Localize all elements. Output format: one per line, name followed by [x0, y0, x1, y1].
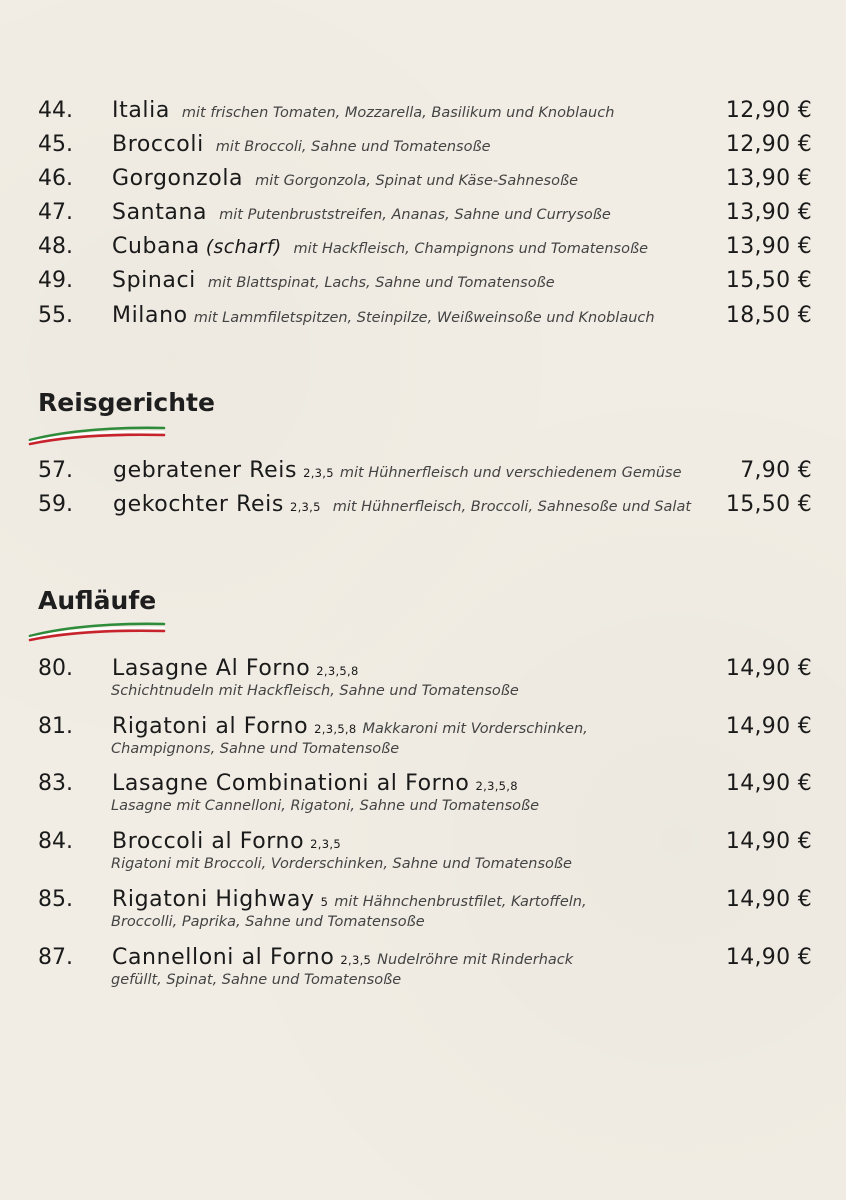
menu-item-85	[38, 887, 812, 930]
section-heading-bakes: Aufläufe	[38, 586, 157, 615]
spicy-note: (scharf)	[205, 236, 282, 258]
item-name: Lasagne Combinationi al Forno	[112, 771, 470, 796]
item-description: mit Gorgonzola, Spinat und Käse-Sahnesoße	[255, 173, 578, 189]
item-price: 14,90 €	[725, 829, 812, 854]
item-price: 14,90 €	[725, 656, 812, 681]
item-number: 48.	[38, 234, 73, 259]
item-description: mit Hühnerfleisch, Broccoli, Sahnesoße und Salat	[332, 499, 692, 515]
item-price: 18,50 €	[725, 303, 812, 328]
menu-item-48	[38, 234, 812, 268]
item-name: Cannelloni al Forno	[112, 945, 335, 970]
item-price: 12,90 €	[725, 98, 812, 123]
menu-item-49	[38, 268, 812, 302]
allergen-codes: 2,3,5,8	[314, 722, 357, 736]
item-number: 49.	[38, 268, 73, 293]
menu-item-44	[38, 98, 812, 132]
item-name: Rigatoni Highway	[112, 887, 315, 912]
allergen-codes: 2,3,5,8	[316, 664, 359, 678]
item-name: Broccoli al Forno	[112, 829, 305, 854]
item-price: 14,90 €	[725, 714, 812, 739]
italian-flag-swoosh-icon	[28, 424, 168, 446]
item-number: 85.	[38, 887, 73, 912]
item-number: 45.	[38, 132, 73, 157]
item-price: 15,50 €	[725, 268, 812, 293]
item-description: mit Broccoli, Sahne und Tomatensoße	[215, 139, 491, 155]
item-description-continued: Schichtnudeln mit Hackfleisch, Sahne und Tomatensoße	[111, 683, 519, 699]
menu-item-45	[38, 132, 812, 166]
item-description-continued: Broccolli, Paprika, Sahne und Tomatensoße	[111, 914, 425, 930]
item-number: 47.	[38, 200, 73, 225]
item-name: Lasagne Al Forno	[112, 656, 311, 681]
item-description-continued: Champignons, Sahne und Tomatensoße	[111, 741, 400, 757]
item-description: mit Hühnerfleisch und verschiedenem Gemüse	[339, 465, 682, 481]
allergen-codes: 2,3,5,8	[475, 779, 518, 793]
item-price: 14,90 €	[725, 771, 812, 796]
item-name: Milano	[112, 303, 188, 328]
item-description-continued: Lasagne mit Cannelloni, Rigatoni, Sahne und Tomatensoße	[111, 798, 540, 814]
menu-item-83	[38, 771, 812, 814]
menu-item-47	[38, 200, 812, 234]
item-description-continued: gefüllt, Spinat, Sahne und Tomatensoße	[111, 972, 402, 988]
menu-item-57	[38, 458, 812, 492]
allergen-codes: 2,3,5	[340, 953, 372, 967]
item-description: mit Hackfleisch, Champignons und Tomatensoße	[293, 241, 648, 257]
item-number: 44.	[38, 98, 73, 123]
menu-item-81	[38, 714, 812, 757]
section-heading-rice: Reisgerichte	[38, 388, 215, 417]
item-name: Gorgonzola	[112, 166, 244, 191]
item-description: mit Hähnchenbrustfilet, Kartoffeln,	[334, 894, 587, 910]
item-number: 55.	[38, 303, 73, 328]
menu-item-80	[38, 656, 812, 699]
item-price: 14,90 €	[725, 887, 812, 912]
item-price: 7,90 €	[740, 458, 812, 483]
item-name: Spinaci	[112, 268, 196, 293]
italian-flag-swoosh-icon	[28, 620, 168, 642]
item-description: Nudelröhre mit Rinderhack	[377, 952, 574, 968]
menu-item-84	[38, 829, 812, 872]
item-price: 13,90 €	[725, 200, 812, 225]
item-number: 59.	[38, 492, 73, 517]
item-number: 46.	[38, 166, 73, 191]
item-name: gebratener Reis	[113, 458, 298, 483]
item-name: Italia	[112, 98, 170, 123]
item-description: mit Blattspinat, Lachs, Sahne und Tomatensoße	[207, 275, 555, 291]
item-price: 12,90 €	[725, 132, 812, 157]
item-number: 80.	[38, 656, 73, 681]
item-number: 84.	[38, 829, 73, 854]
allergen-codes: 2,3,5	[310, 837, 341, 851]
item-description: mit Putenbruststreifen, Ananas, Sahne und Currysoße	[219, 207, 611, 223]
item-number: 83.	[38, 771, 73, 796]
item-number: 57.	[38, 458, 73, 483]
item-price: 15,50 €	[725, 492, 812, 517]
item-description: Makkaroni mit Vorderschinken,	[362, 721, 588, 737]
item-name: Rigatoni al Forno	[112, 714, 309, 739]
item-description: mit Lammfiletspitzen, Steinpilze, Weißweinsoße und Knoblauch	[193, 310, 655, 326]
item-price: 14,90 €	[725, 945, 812, 970]
item-price: 13,90 €	[725, 166, 812, 191]
item-name: Santana	[112, 200, 208, 225]
item-number: 87.	[38, 945, 73, 970]
item-number: 81.	[38, 714, 73, 739]
item-name: gekochter Reis	[113, 492, 284, 517]
menu-item-55	[38, 303, 812, 337]
allergen-codes: 2,3,5	[289, 500, 321, 514]
allergen-codes: 5	[320, 895, 329, 909]
allergen-codes: 2,3,5	[303, 466, 334, 480]
item-description-continued: Rigatoni mit Broccoli, Vorderschinken, Sahne und Tomatensoße	[111, 856, 572, 872]
menu-item-87	[38, 945, 812, 988]
item-name: Cubana	[112, 234, 200, 259]
item-price: 13,90 €	[725, 234, 812, 259]
menu-item-46	[38, 166, 812, 200]
item-name: Broccoli	[112, 132, 204, 157]
menu-item-59	[38, 492, 812, 526]
item-description: mit frischen Tomaten, Mozzarella, Basilikum und Knoblauch	[181, 105, 615, 121]
